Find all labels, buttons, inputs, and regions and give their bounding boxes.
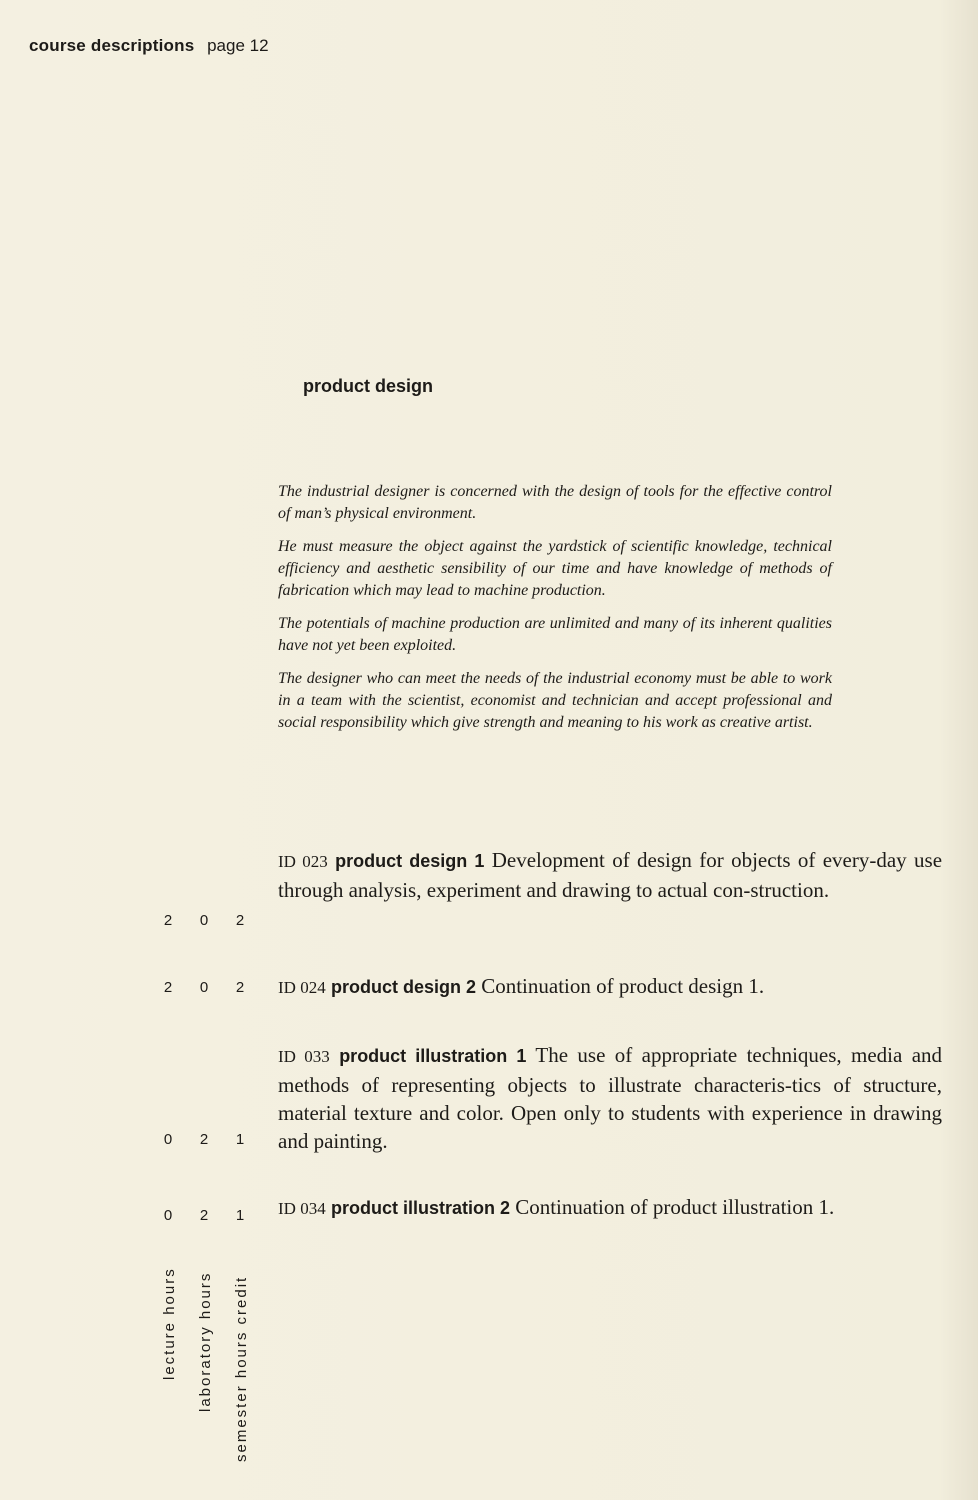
course-description: Development of design for objects of every-day use through analysis, experiment and drawing to actual con-struction.: [278, 848, 943, 902]
lecture-hours-value: 2: [163, 979, 173, 996]
course-hours: [159, 1207, 249, 1224]
lecture-hours-value: 0: [163, 1131, 173, 1148]
course-description: Continuation of product illustration 1.: [515, 1195, 835, 1219]
course-hours: [159, 912, 249, 929]
laboratory-hours-value: 0: [199, 912, 209, 929]
course-description: Continuation of product design 1.: [481, 974, 765, 998]
course-entry: [278, 1041, 942, 1155]
course-entry: [278, 846, 942, 904]
course-entry: [278, 1193, 942, 1223]
course-name: product illustration 2: [330, 1198, 510, 1218]
course-code: ID 034: [278, 1199, 326, 1218]
legend-laboratory-label: laboratory hours: [197, 1271, 214, 1412]
intro-paragraph: The potentials of machine production are unlimited and many of its inherent qualities have not yet been exploited.: [278, 615, 832, 654]
course-code: ID 033: [278, 1047, 330, 1066]
course-name: product design 2: [330, 977, 476, 997]
legend-lecture-hours: [161, 1245, 179, 1475]
course-name: product design 1: [335, 851, 485, 871]
course-description: The use of appropriate techniques, media and methods of representing objects to illustrate characteris-tics of structure, material texture and color. Open only to students with experience in drawing and painting.: [278, 1043, 943, 1153]
course-hours: [159, 979, 249, 996]
course-name: product illustration 1: [339, 1046, 527, 1066]
course-hours: [159, 1131, 249, 1148]
intro-text: [278, 481, 832, 745]
course-code: ID 024: [278, 978, 326, 997]
page-header: [29, 36, 269, 56]
lecture-hours-value: 0: [163, 1207, 173, 1224]
intro-paragraph: The industrial designer is concerned with the design of tools for the effective control of man’s physical environment.: [278, 483, 832, 522]
laboratory-hours-value: 0: [199, 979, 209, 996]
credit-hours-value: 1: [235, 1207, 245, 1224]
course-entry: [278, 972, 942, 1002]
header-section: course descriptions: [29, 36, 195, 55]
header-page-number: page 12: [207, 36, 269, 55]
legend-laboratory-hours: [197, 1245, 215, 1475]
section-title: product design: [303, 376, 433, 396]
intro-paragraph: He must measure the object against the yardstick of scientific knowledge, technical efficiency and aesthetic sensibility of our time and have knowledge of methods of fabrication which may lead to machine production.: [278, 538, 832, 599]
credit-hours-value: 2: [235, 912, 245, 929]
intro-paragraph: The designer who can meet the needs of the industrial economy must be able to work in a team with the scientist, economist and technician and accept professional and social responsibility which give strength and meaning to his work as creative artist.: [278, 670, 832, 731]
lecture-hours-value: 2: [163, 912, 173, 929]
course-code: ID 023: [278, 852, 328, 871]
laboratory-hours-value: 2: [199, 1131, 209, 1148]
legend-lecture-label: lecture hours: [161, 1267, 178, 1380]
credit-hours-value: 2: [235, 979, 245, 996]
credit-hours-value: 1: [235, 1131, 245, 1148]
legend-credit-label: semester hours credit: [233, 1275, 250, 1462]
legend-semester-hours-credit: [233, 1245, 251, 1475]
laboratory-hours-value: 2: [199, 1207, 209, 1224]
